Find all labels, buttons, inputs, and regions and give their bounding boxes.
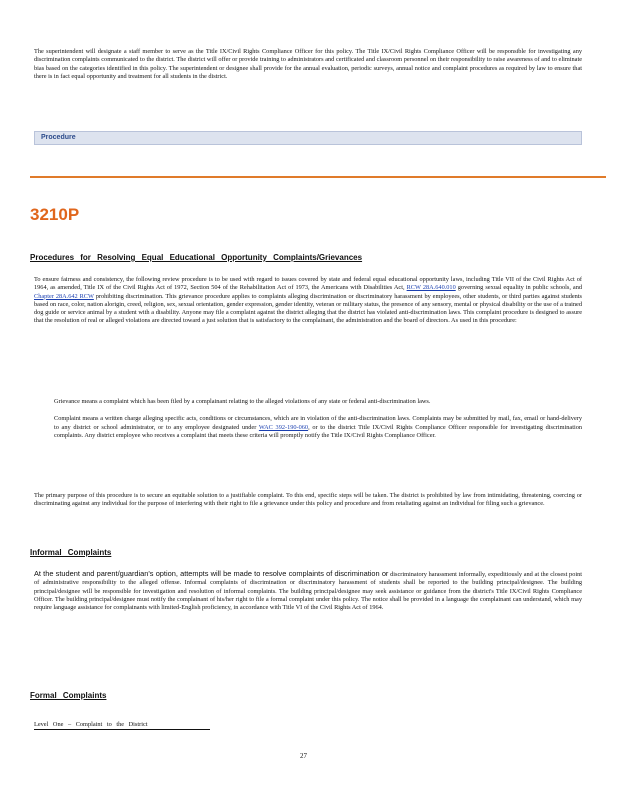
complaint-text-2: , or to the district Title IX/Civil Rights Compliance Officer responsible for investigating discrimination complaints. Any district employee who receives a complaint that meets these criteria will promptly notify the Title IX/Civil Rights Compliance Officer. — [54, 423, 582, 439]
intro-text-3: The superintendent or designee shall provide for the annual evaluation, periodic surveys, annual notice and complaint procedures as required by law to ensure that there is in fact equal opportunity and treatment for all students in the district. — [34, 64, 582, 80]
definition-complaint — [34, 415, 582, 440]
intro-text-2: The district will offer or provide training to administrators and certificated and classroom personnel on their responsibility to raise awareness of and to eliminate bias based on the categories identified in this policy. — [34, 56, 582, 72]
scope-text-1: To ensure fairness and consistency, the following review procedure is to be used with regard to issues covered by state and federal equal educational opportunity laws, including Title VII of the Civil Rights Act of 1964, as amended, Title IX of the Civil Rights Act of 1972, Section 504 of the Rehabilitation Act of 1973, the Americans with Disabilities Act, — [34, 276, 582, 292]
level-one-heading: Level One – Complaint to the District — [34, 721, 210, 730]
intro-paragraph — [34, 48, 582, 81]
rcw-link[interactable]: RCW 28A.640.010 — [406, 284, 456, 292]
purpose-paragraph: The primary purpose of this procedure is to secure an equitable solution to a justifiable complaint. To this end, specific steps will be taken. The district is prohibited by law from intimidating, threatening, coercing or discriminating against any individual for the purpose of interfering with their right to file a grievance under this policy and procedure and from retaliating against an individual for filing such a grievance. — [34, 492, 582, 508]
informal-paragraph — [34, 570, 582, 612]
definition-grievance — [34, 398, 582, 406]
grievance-text: Grievance means a complaint which has been filed by a complainant relating to the alleged violations of any state or federal anti-discrimination laws. — [54, 398, 431, 405]
chapter-link[interactable]: Chapter 28A.642 RCW — [34, 292, 94, 300]
page-number: 27 — [300, 752, 307, 760]
complaint-text-1: Complaint means a written charge alleging specific acts, conditions or circumstances, which are in violation of the anti-discrimination laws. Complaints may be submitted by mail, fax, email or hand-delivery to any district or school administrator, or to any employee designated under — [54, 415, 582, 431]
wac-link[interactable]: WAC 392-190-060 — [258, 423, 309, 431]
informal-heading: Informal Complaints — [30, 548, 112, 557]
procedure-title: Procedures for Resolving Equal Educational Opportunity Complaints/Grievances — [30, 253, 363, 262]
scope-text-2: governing sexual equality in public schools, and — [457, 284, 583, 292]
scope-text-3: prohibiting discrimination. This grievance procedure applies to complaints alleging discrimination or discriminatory harassment by employees, other students, or third parties against students based on race, color, nation alorigin, creed, religion, sex, sexual orientation, gender expression, gender identity, veteran or military status, the presence of any sensory, mental or physical disability or the use of a trained dog guide or service animal by a student with a disability. Anyone may file a complaint against the district alleging that the district has violated anti-discrimination laws. This complaint procedure is designed to assure that the resolution of real or alleged violations are directed toward a just solution that is satisfactory to the complainant, the administration and the board of directors. As used in this procedure: — [34, 292, 583, 325]
section-divider — [30, 176, 606, 178]
definitions-list — [34, 398, 582, 445]
policy-code: 3210P — [30, 205, 80, 224]
informal-text: discriminatory harassment informally, expeditiously and at the closest point of administrative responsibility to the alleged offense. Informal complaints of discrimination or discriminatory harassment of students shall be reported to the building principal/designee. The building principal/designee will be responsible for investigation and resolution of informal complaints. The building principal/designee may seek assistance or guidance from the district's Title IX/Civil Rights Compliance Officer. The building principal/designee must notify the complainant of his/her right to file a formal complaint under this policy. The notice shall be provided in a language the complainant can understand, which may require language assistance for complainants with limited-English proficiency, in accordance with Title VI of the Civil Rights Act of 1964. — [34, 571, 583, 612]
scope-paragraph — [34, 276, 582, 326]
informal-lead: At the student and parent/guardian's option, attempts will be made to resolve complaints of discrimination or — [34, 569, 389, 578]
intro-text-1: The superintendent will designate a staff member to serve as the Title IX/Civil Rights Compliance Officer for this policy. The Title IX/Civil Rights Compliance Officer will be responsible for investigating any discrimination complaints communicated to the district. — [34, 48, 582, 64]
formal-heading: Formal Complaints — [30, 691, 107, 700]
procedure-bar — [34, 131, 582, 145]
procedure-label: Procedure — [41, 134, 76, 141]
